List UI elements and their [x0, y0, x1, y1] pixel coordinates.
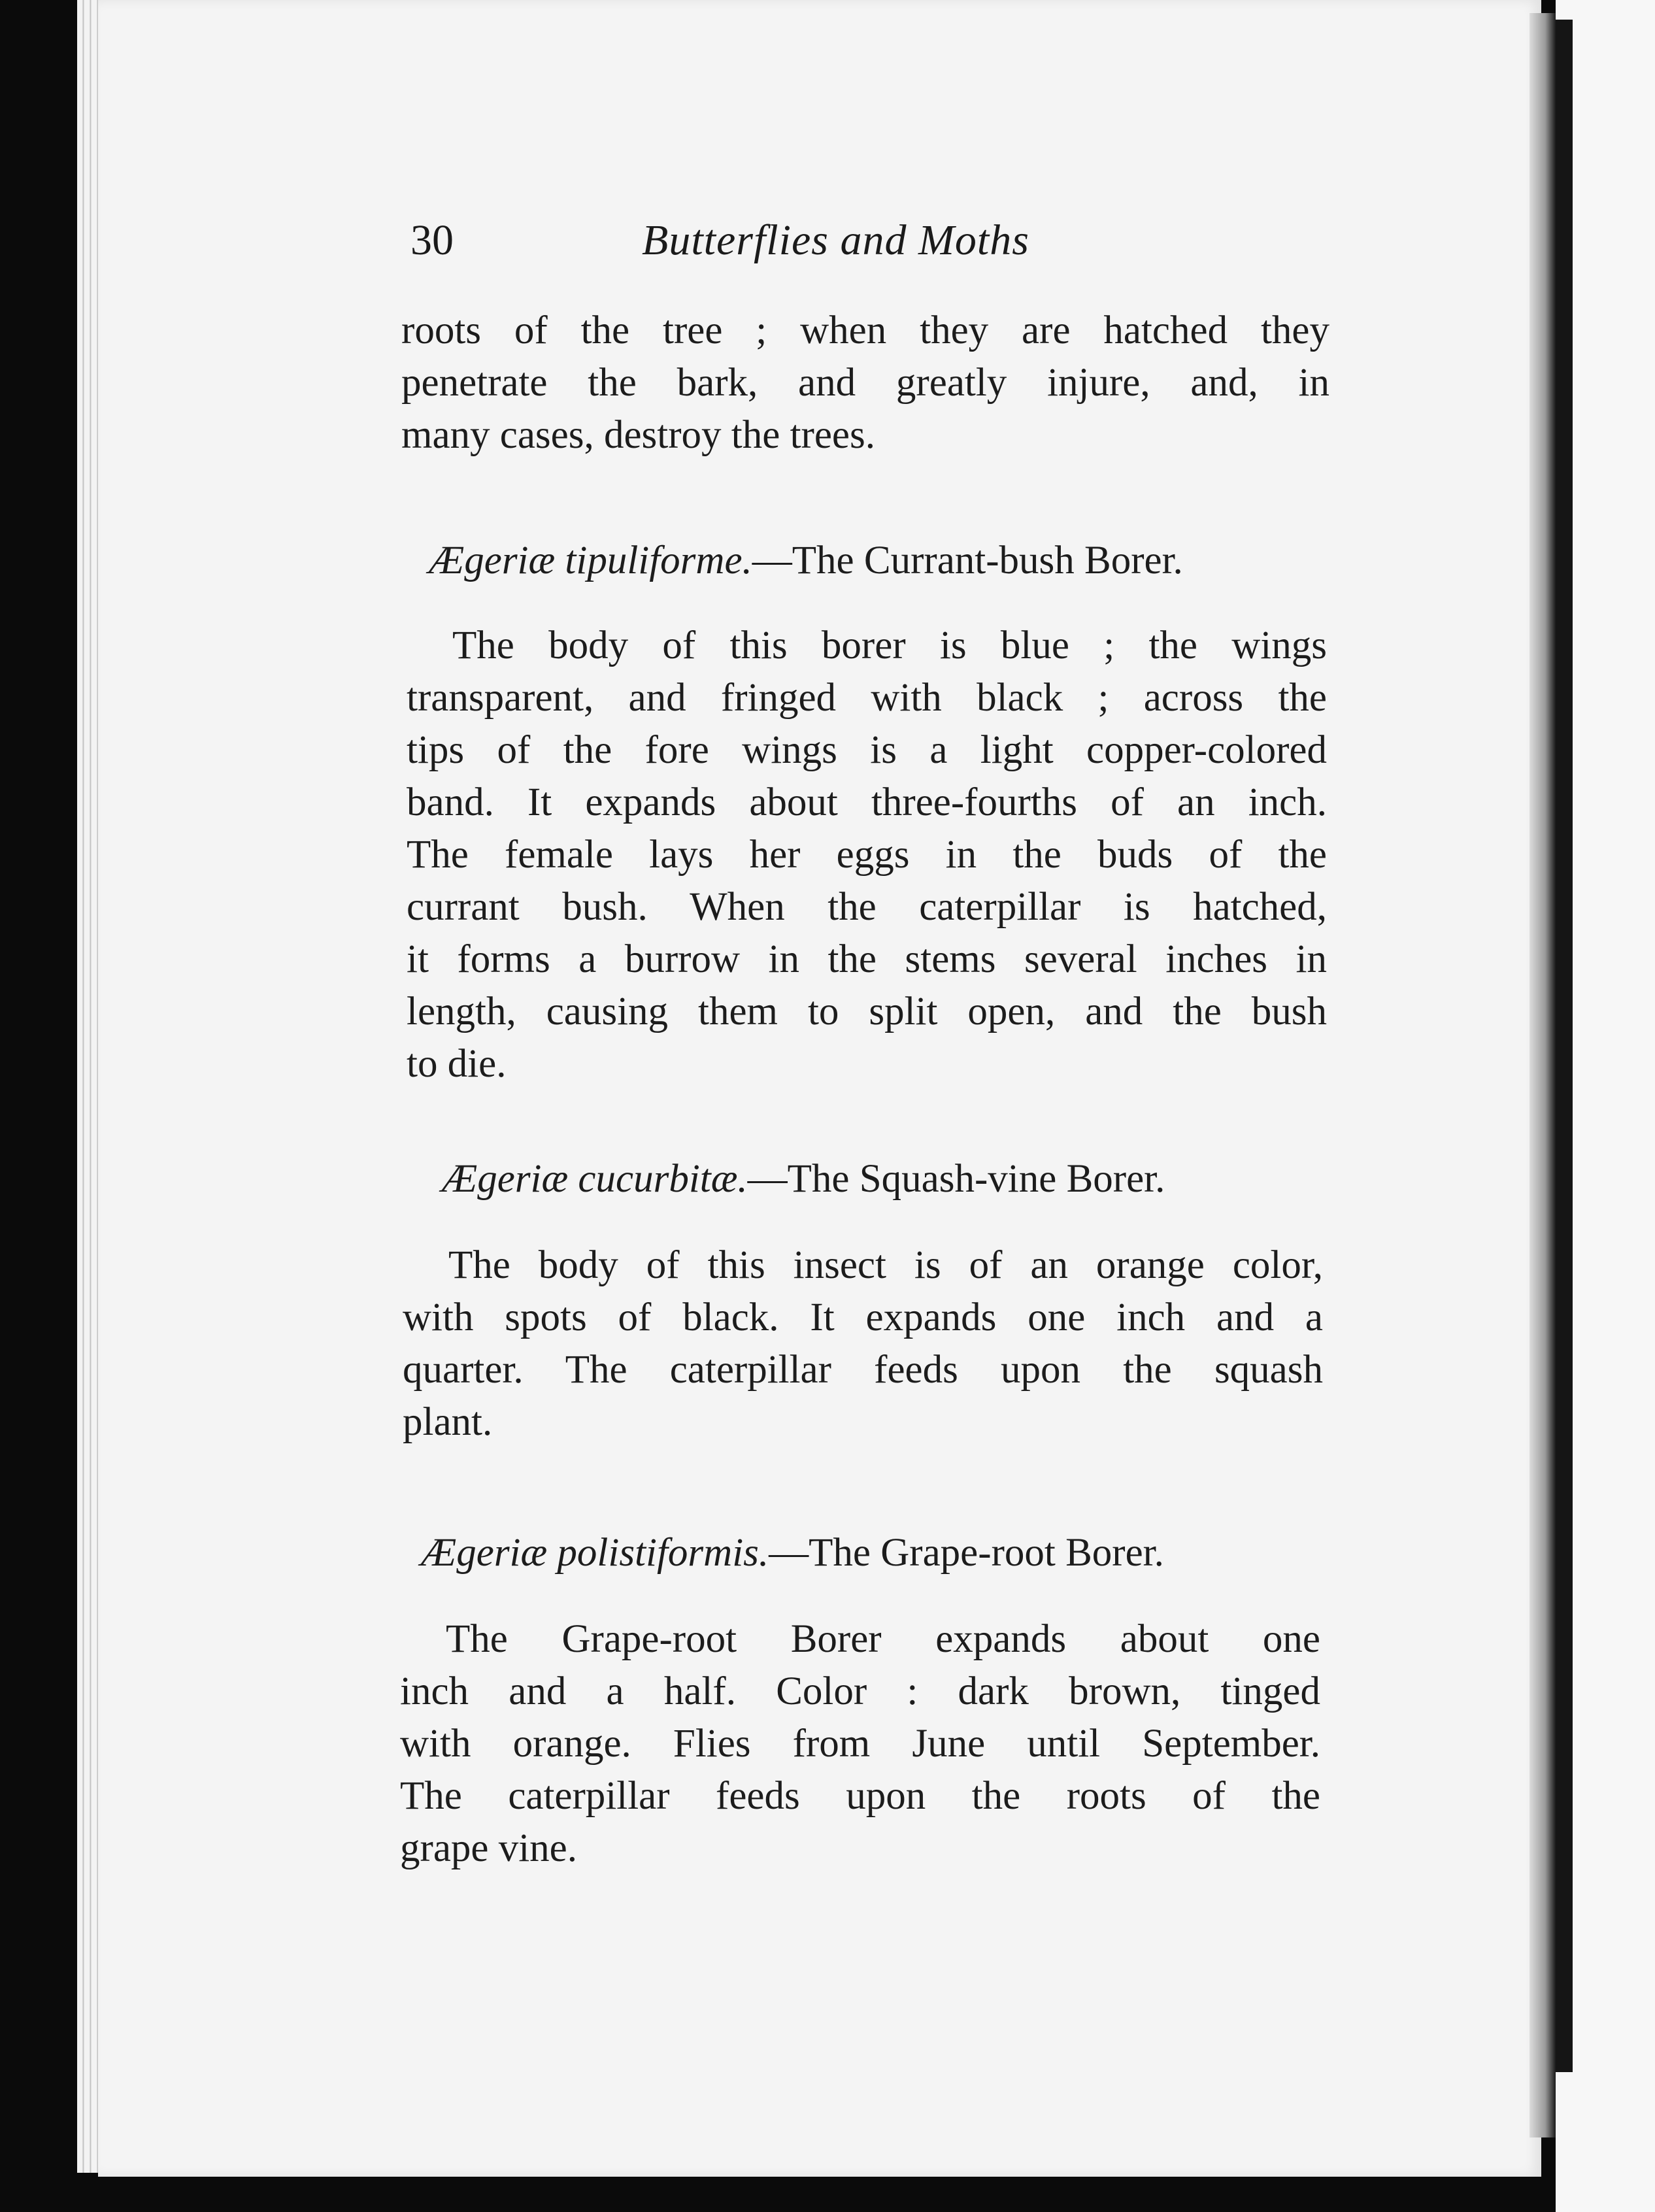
text-line: inch and a half. Color : dark brown, tinged [400, 1669, 1320, 1713]
common-name: —The Currant-bush Borer. [752, 539, 1183, 582]
section-heading-currant [429, 535, 1183, 587]
running-header [410, 216, 1326, 275]
squash-paragraph [403, 1239, 1323, 1449]
text-line: many cases, destroy the trees. [401, 413, 875, 457]
text-line: quarter. The caterpillar feeds upon the squash [403, 1348, 1323, 1392]
text-line: currant bush. When the caterpillar is hatched, [407, 885, 1327, 929]
text-line: roots of the tree ; when they are hatched they [401, 309, 1329, 352]
common-name: —The Squash-vine Borer. [747, 1157, 1165, 1201]
text-line: The body of this insect is of an orange color, [448, 1243, 1323, 1287]
text-line: grape vine. [400, 1826, 577, 1870]
text-line: The Grape-root Borer expands about one [446, 1617, 1320, 1661]
page-number: 30 [410, 216, 454, 264]
text-line: transparent, and fringed with black ; across the [407, 676, 1327, 720]
text-line: plant. [403, 1400, 493, 1444]
section-heading-grape [421, 1527, 1164, 1579]
intro-paragraph [401, 305, 1329, 461]
text-line: with orange. Flies from June until September. [400, 1722, 1320, 1766]
latin-name: Ægeriæ cucurbitæ. [442, 1157, 748, 1201]
text-line: length, causing them to split open, and the bush [407, 990, 1327, 1033]
page-gutter-shadow [1530, 13, 1556, 2137]
text-line: it forms a burrow in the stems several inches in [407, 937, 1327, 981]
text-line: band. It expands about three-fourths of an inch. [407, 780, 1327, 824]
running-title: Butterflies and Moths [642, 216, 1029, 264]
text-line: The caterpillar feeds upon the roots of the [400, 1774, 1320, 1818]
text-line: tips of the fore wings is a light copper-colored [407, 728, 1327, 772]
text-line: The body of this borer is blue ; the wings [452, 624, 1327, 667]
text-line: penetrate the bark, and greatly injure, and, in [401, 361, 1329, 405]
text-line: with spots of black. It expands one inch and a [403, 1296, 1323, 1339]
book-spine [1556, 20, 1573, 2072]
facing-page-strip [1556, 0, 1655, 2212]
section-heading-squash [442, 1153, 1165, 1205]
text-line: to die. [407, 1042, 507, 1086]
latin-name: Ægeriæ tipuliforme. [429, 539, 752, 582]
common-name: —The Grape-root Borer. [769, 1531, 1164, 1575]
text-line: The female lays her eggs in the buds of the [407, 833, 1327, 877]
grape-paragraph [400, 1613, 1320, 1875]
latin-name: Ægeriæ polistiformis. [421, 1531, 769, 1575]
currant-paragraph [407, 620, 1327, 1090]
